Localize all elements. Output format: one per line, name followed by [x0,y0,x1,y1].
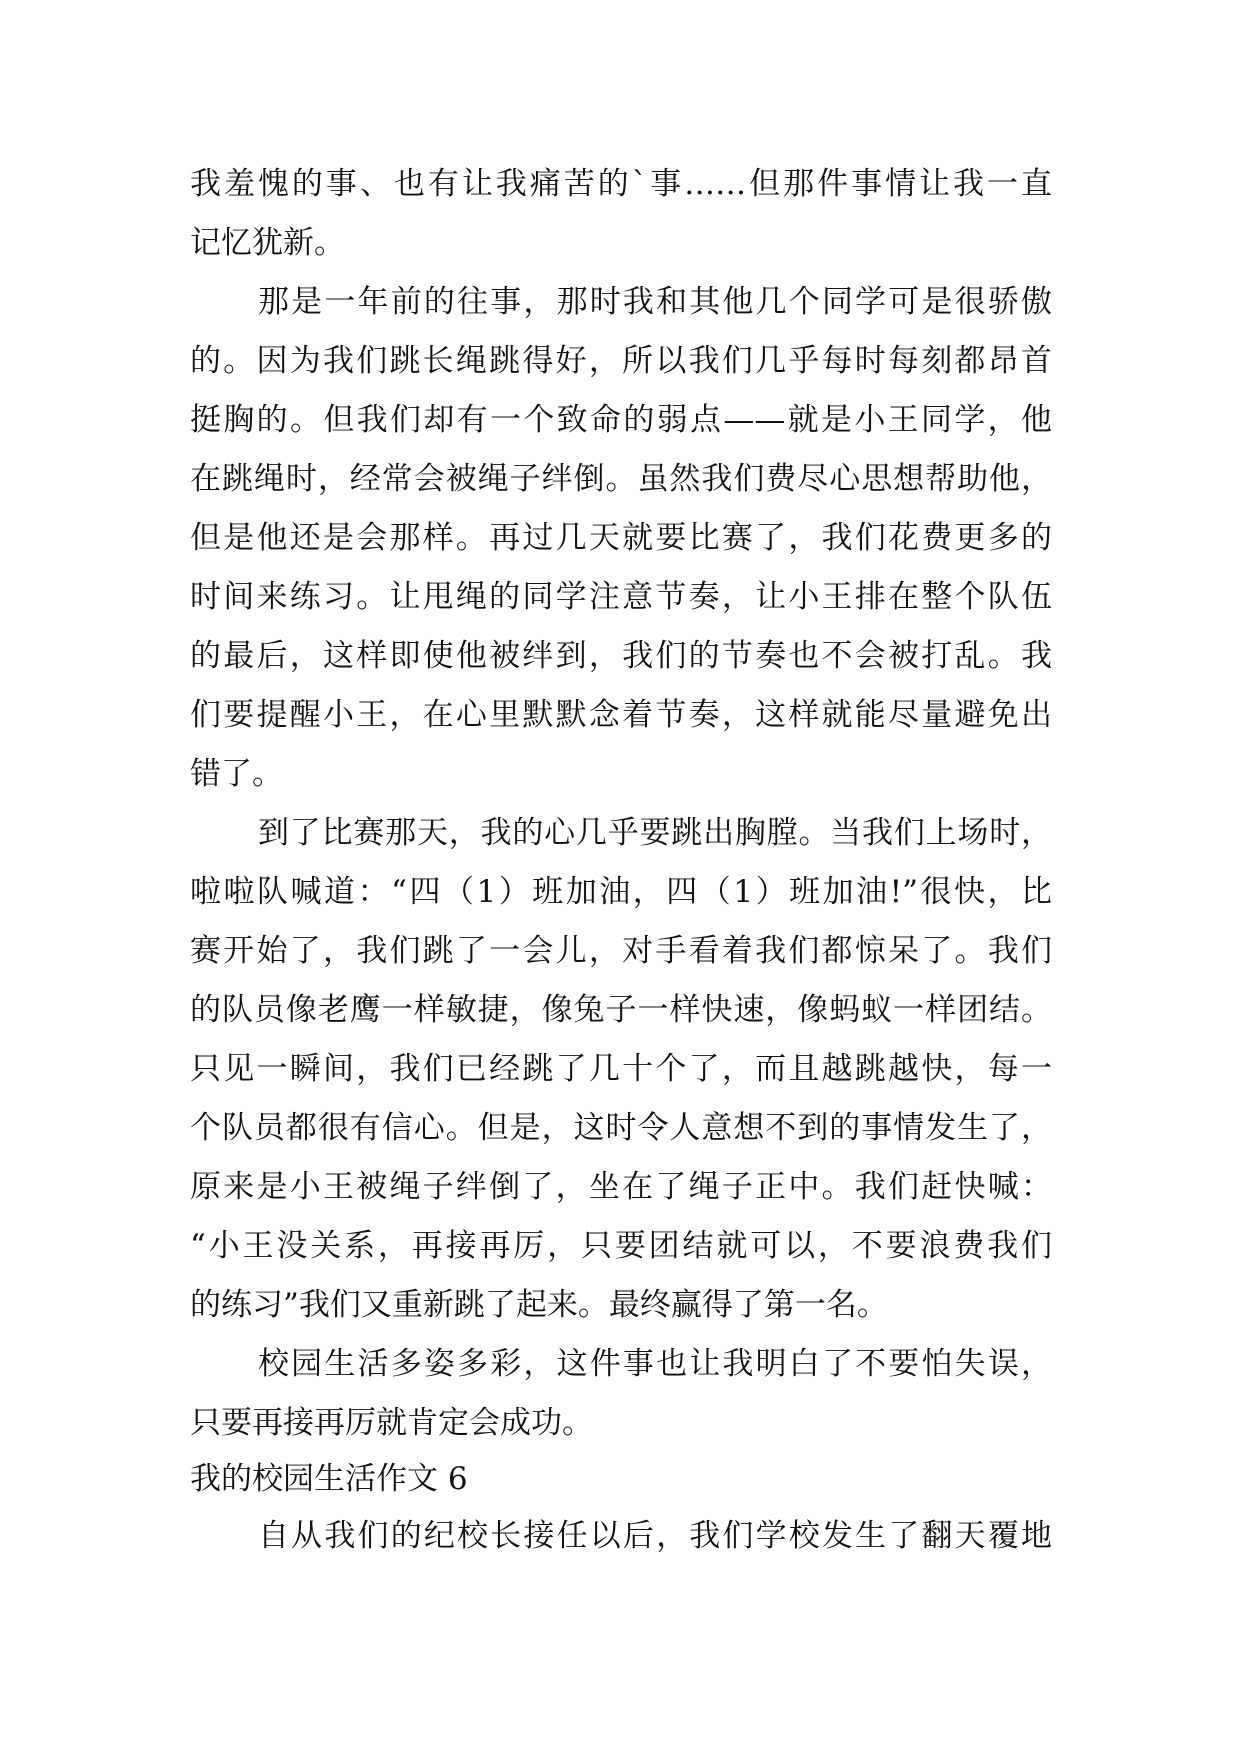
text-line: 原来是小王被绳子绊倒了，坐在了绳子正中。我们赶快喊： [190,1169,1052,1205]
text-line: 时间来练习。让甩绳的同学注意节奏，让小王排在整个队伍 [190,579,1052,615]
text-line: 啦啦队喊道：“四（1）班加油，四（1）班加油!”很快，比 [190,874,1052,910]
text-line: 到了比赛那天，我的心几乎要跳出胸膛。当我们上场时， [258,815,1052,851]
text-line: 自从我们的纪校长接任以后，我们学校发生了翻天覆地 [258,1518,1052,1554]
section-heading: 我的校园生活作文 6 [190,1461,468,1497]
text-line: 但是他还是会那样。再过几天就要比赛了，我们花费更多的 [190,520,1052,556]
text-line: 只要再接再厉就肯定会成功。 [190,1405,593,1441]
text-line: 们要提醒小王，在心里默默念着节奏，这样就能尽量避免出 [190,697,1052,733]
text-line: 校园生活多姿多彩，这件事也让我明白了不要怕失误， [258,1346,1052,1382]
text-line: 我羞愧的事、也有让我痛苦的`事……但那件事情让我一直 [190,166,1052,202]
text-line: 只见一瞬间，我们已经跳了几十个了，而且越跳越快，每一 [190,1051,1052,1087]
text-line: 在跳绳时，经常会被绳子绊倒。虽然我们费尽心思想帮助他， [190,461,1052,497]
text-line: 那是一年前的往事，那时我和其他几个同学可是很骄傲 [258,284,1052,320]
text-line: 个队员都很有信心。但是，这时令人意想不到的事情发生了， [190,1110,1052,1146]
text-line: 记忆犹新。 [190,225,345,261]
text-line: 赛开始了，我们跳了一会儿，对手看着我们都惊呆了。我们 [190,933,1052,969]
text-line: 的练习”我们又重新跳了起来。最终赢得了第一名。 [190,1287,888,1323]
text-line: 错了。 [190,756,283,792]
text-line: 的最后，这样即使他被绊到，我们的节奏也不会被打乱。我 [190,638,1052,674]
text-line: 的。因为我们跳长绳跳得好，所以我们几乎每时每刻都昂首 [190,343,1052,379]
text-line: “小王没关系，再接再厉，只要团结就可以，不要浪费我们 [190,1228,1052,1264]
text-line: 的队员像老鹰一样敏捷，像兔子一样快速，像蚂蚁一样团结。 [190,992,1052,1028]
text-line: 挺胸的。但我们却有一个致命的弱点——就是小王同学，他 [190,402,1052,438]
